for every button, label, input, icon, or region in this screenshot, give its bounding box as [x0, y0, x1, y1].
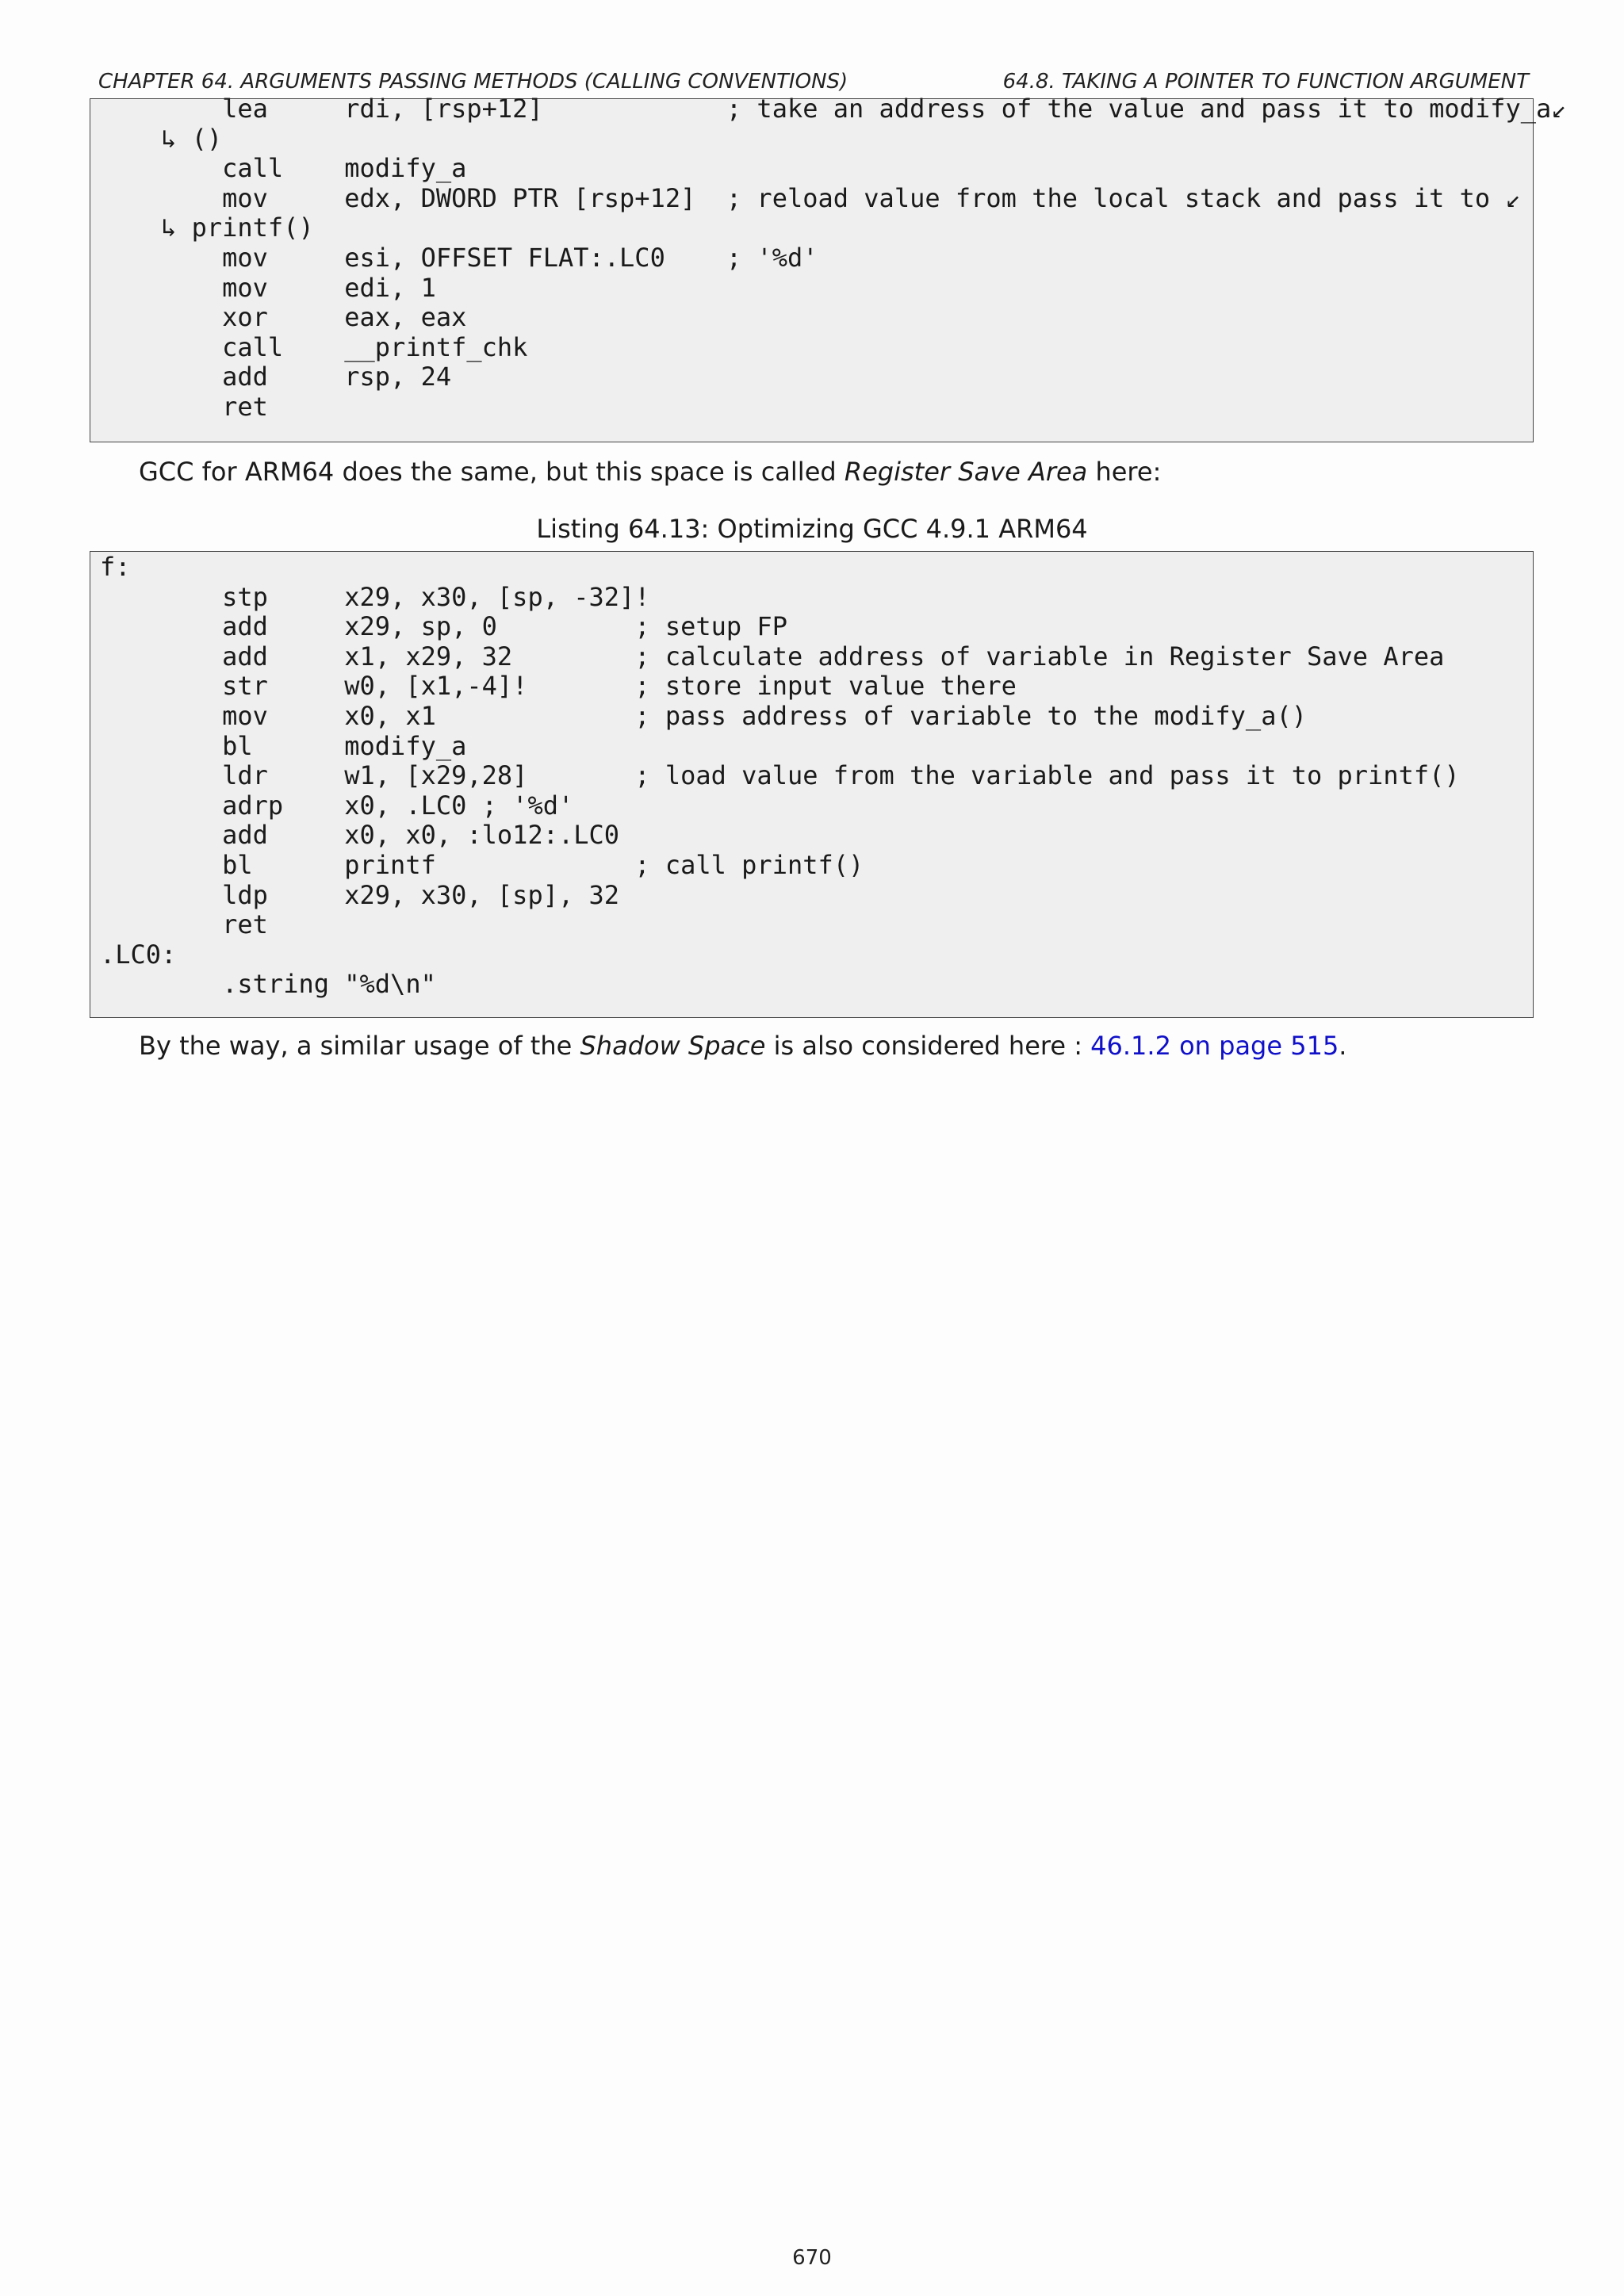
code-line: adrp x0, .LC0 ; '%d' — [100, 790, 574, 821]
code-line: add x1, x29, 32 ; calculate address of variable in Register Save Area — [100, 641, 1445, 672]
cross-reference-link[interactable]: 46.1.2 on page 515 — [1090, 1031, 1339, 1061]
code-line: add x0, x0, :lo12:.LC0 — [100, 820, 620, 851]
code-line: ret — [100, 392, 268, 422]
emphasis-term: Shadow Space — [580, 1031, 766, 1061]
paragraph-text: By the way, a similar usage of the — [139, 1031, 580, 1061]
paragraph-register-save-area — [139, 457, 1161, 487]
paragraph-text: is also considered here : — [765, 1031, 1091, 1061]
code-line: bl modify_a — [100, 730, 467, 761]
page-number: 670 — [792, 2246, 832, 2270]
code-line: f: — [100, 552, 131, 582]
code-line: mov esi, OFFSET FLAT:.LC0 ; '%d' — [100, 243, 818, 273]
code-line: ↳ () — [100, 123, 223, 154]
code-line: mov edi, 1 — [100, 272, 436, 303]
paragraph-text: here: — [1087, 457, 1162, 487]
code-line: .string "%d\n" — [100, 969, 436, 1000]
running-head-section: 64.8. TAKING A POINTER TO FUNCTION ARGUMENT — [1002, 70, 1529, 94]
code-line: str w0, [x1,-4]! ; store input value there — [100, 671, 1017, 702]
paragraph-shadow-space — [139, 1031, 1346, 1061]
code-line: ret — [100, 909, 268, 940]
paragraph-text: . — [1339, 1031, 1347, 1061]
code-listing-arm64 — [90, 551, 1534, 1018]
code-line: mov edx, DWORD PTR [rsp+12] ; reload value from the local stack and pass it to ↙ — [100, 182, 1521, 213]
emphasis-term: Register Save Area — [844, 457, 1088, 487]
code-line: xor eax, eax — [100, 302, 467, 333]
running-head-chapter: CHAPTER 64. ARGUMENTS PASSING METHODS (CALLING CONVENTIONS) — [98, 70, 848, 94]
code-line: bl printf ; call printf() — [100, 850, 864, 880]
code-line: ldp x29, x30, [sp], 32 — [100, 879, 620, 910]
code-listing-x64 — [90, 94, 1567, 442]
code-line: add x29, sp, 0 ; setup FP — [100, 611, 787, 642]
code-line: ldr w1, [x29,28] ; load value from the variable and pass it to printf() — [100, 760, 1460, 791]
code-line: ↳ printf() — [100, 212, 314, 243]
code-line: lea rdi, [rsp+12] ; take an address of the value and pass it to modify_a↙ — [100, 94, 1567, 124]
code-line: .LC0: — [100, 939, 177, 970]
code-line: call __printf_chk — [100, 331, 528, 362]
paragraph-text: GCC for ARM64 does the same, but this space is called — [139, 457, 845, 487]
code-line: mov x0, x1 ; pass address of variable to the modify_a() — [100, 701, 1307, 731]
code-line: stp x29, x30, [sp, -32]! — [100, 581, 650, 612]
code-line: call modify_a — [100, 153, 467, 184]
listing-caption: Listing 64.13: Optimizing GCC 4.9.1 ARM64 — [536, 514, 1088, 544]
code-line: add rsp, 24 — [100, 362, 452, 392]
